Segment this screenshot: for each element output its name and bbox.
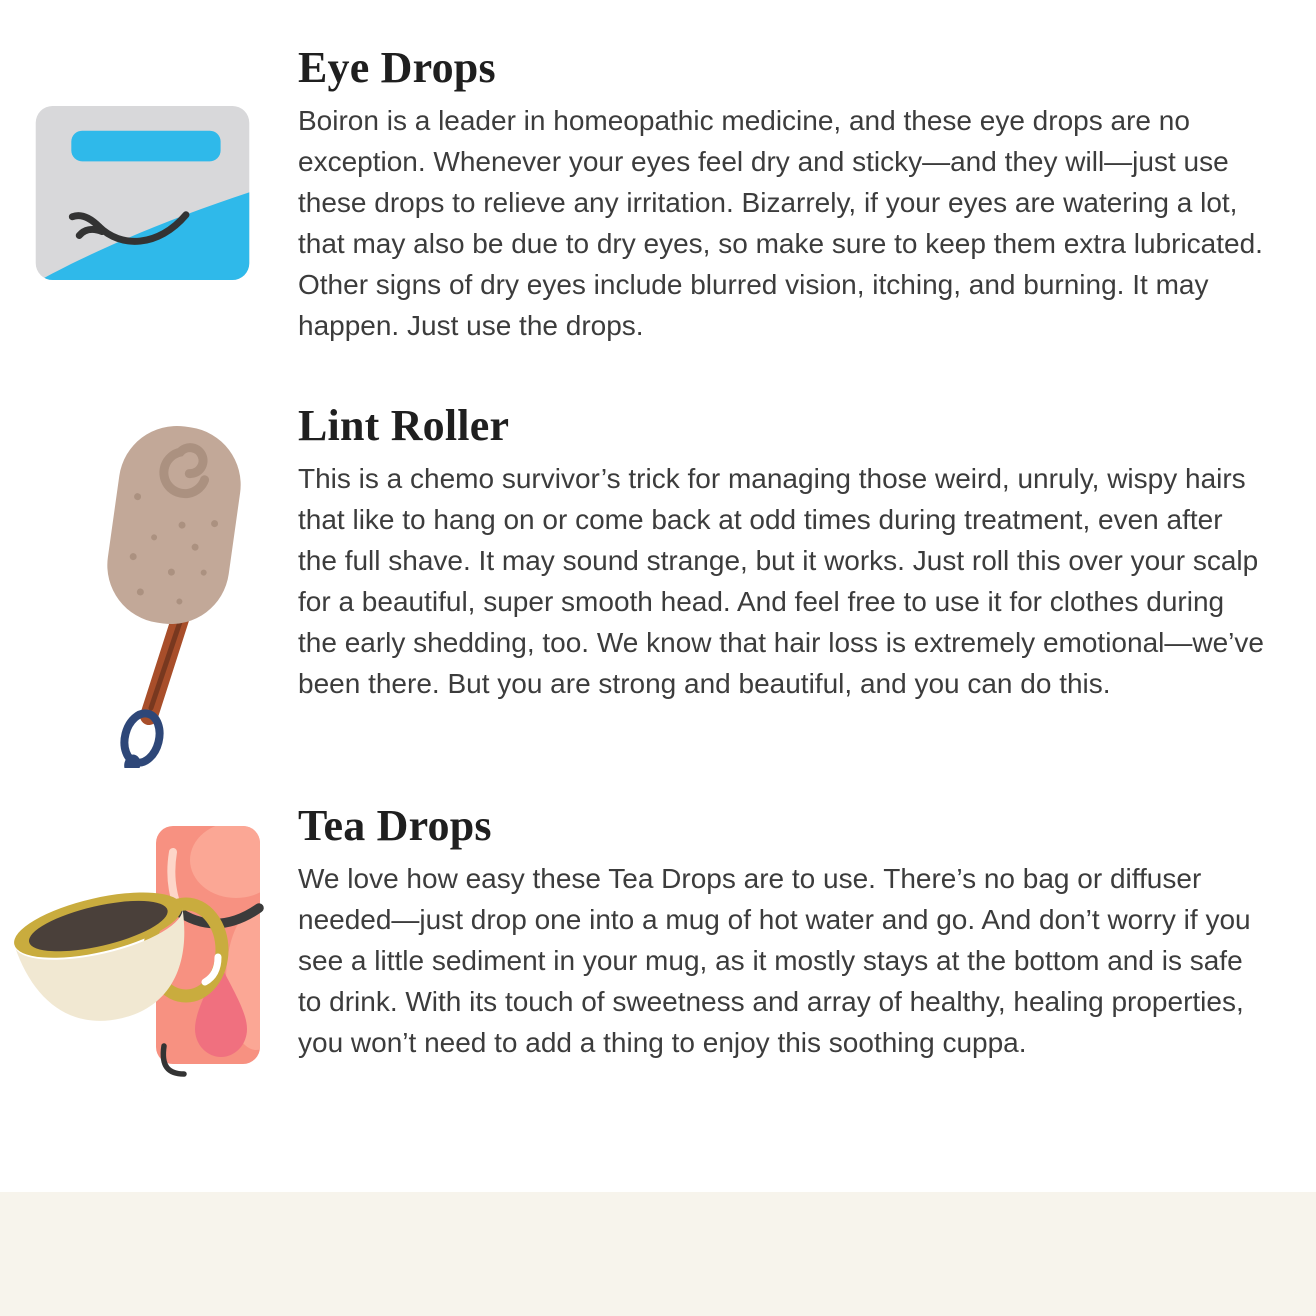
section-title-tea-drops: Tea Drops [298, 801, 492, 850]
section-body-lint-roller: This is a chemo survivor’s trick for managing those weird, unruly, wispy hairs that like to hang on or come back at odd times during treatment, even after the full shave. It may sound strange, but it works. Just roll this over your scalp for a beautiful, super smooth head. And feel free to use it for clothes during the early shedding, too. We know that hair loss is extremely emotional—we’ve been there. But you are strong and beautiful, and you can do this. [298, 463, 1264, 699]
section-title-eye-drops: Eye Drops [298, 43, 496, 92]
footer-band [0, 1192, 1316, 1316]
section-title-lint-roller: Lint Roller [298, 401, 510, 450]
section-body-tea-drops: We love how easy these Tea Drops are to use. There’s no bag or diffuser needed—just drop one into a mug of hot water and go. And don’t worry if you see a little sediment in your mug, as it mostly stays at the bottom and is safe to drink. With its touch of sweetness and array of healthy, healing properties, you won’t need to add a thing to enjoy this soothing cuppa. [298, 863, 1251, 1058]
eye-drops-vial-icon [35, 106, 250, 280]
tea-drops-mug-icon [8, 820, 270, 1098]
section-tea-drops [298, 802, 1268, 1102]
lint-roller-icon [86, 420, 266, 768]
section-lint-roller [298, 402, 1268, 742]
section-eye-drops [298, 44, 1268, 344]
section-body-eye-drops: Boiron is a leader in homeopathic medicine, and these eye drops are no exception. Whenever your eyes feel dry and sticky—and they will—just use these drops to relieve any irritation. Bizarrely, if your eyes are watering a lot, that may also be due to dry eyes, so make sure to keep them extra lubricated. Other signs of dry eyes include blurred vision, itching, and burning. It may happen. Just use the drops. [298, 105, 1263, 341]
